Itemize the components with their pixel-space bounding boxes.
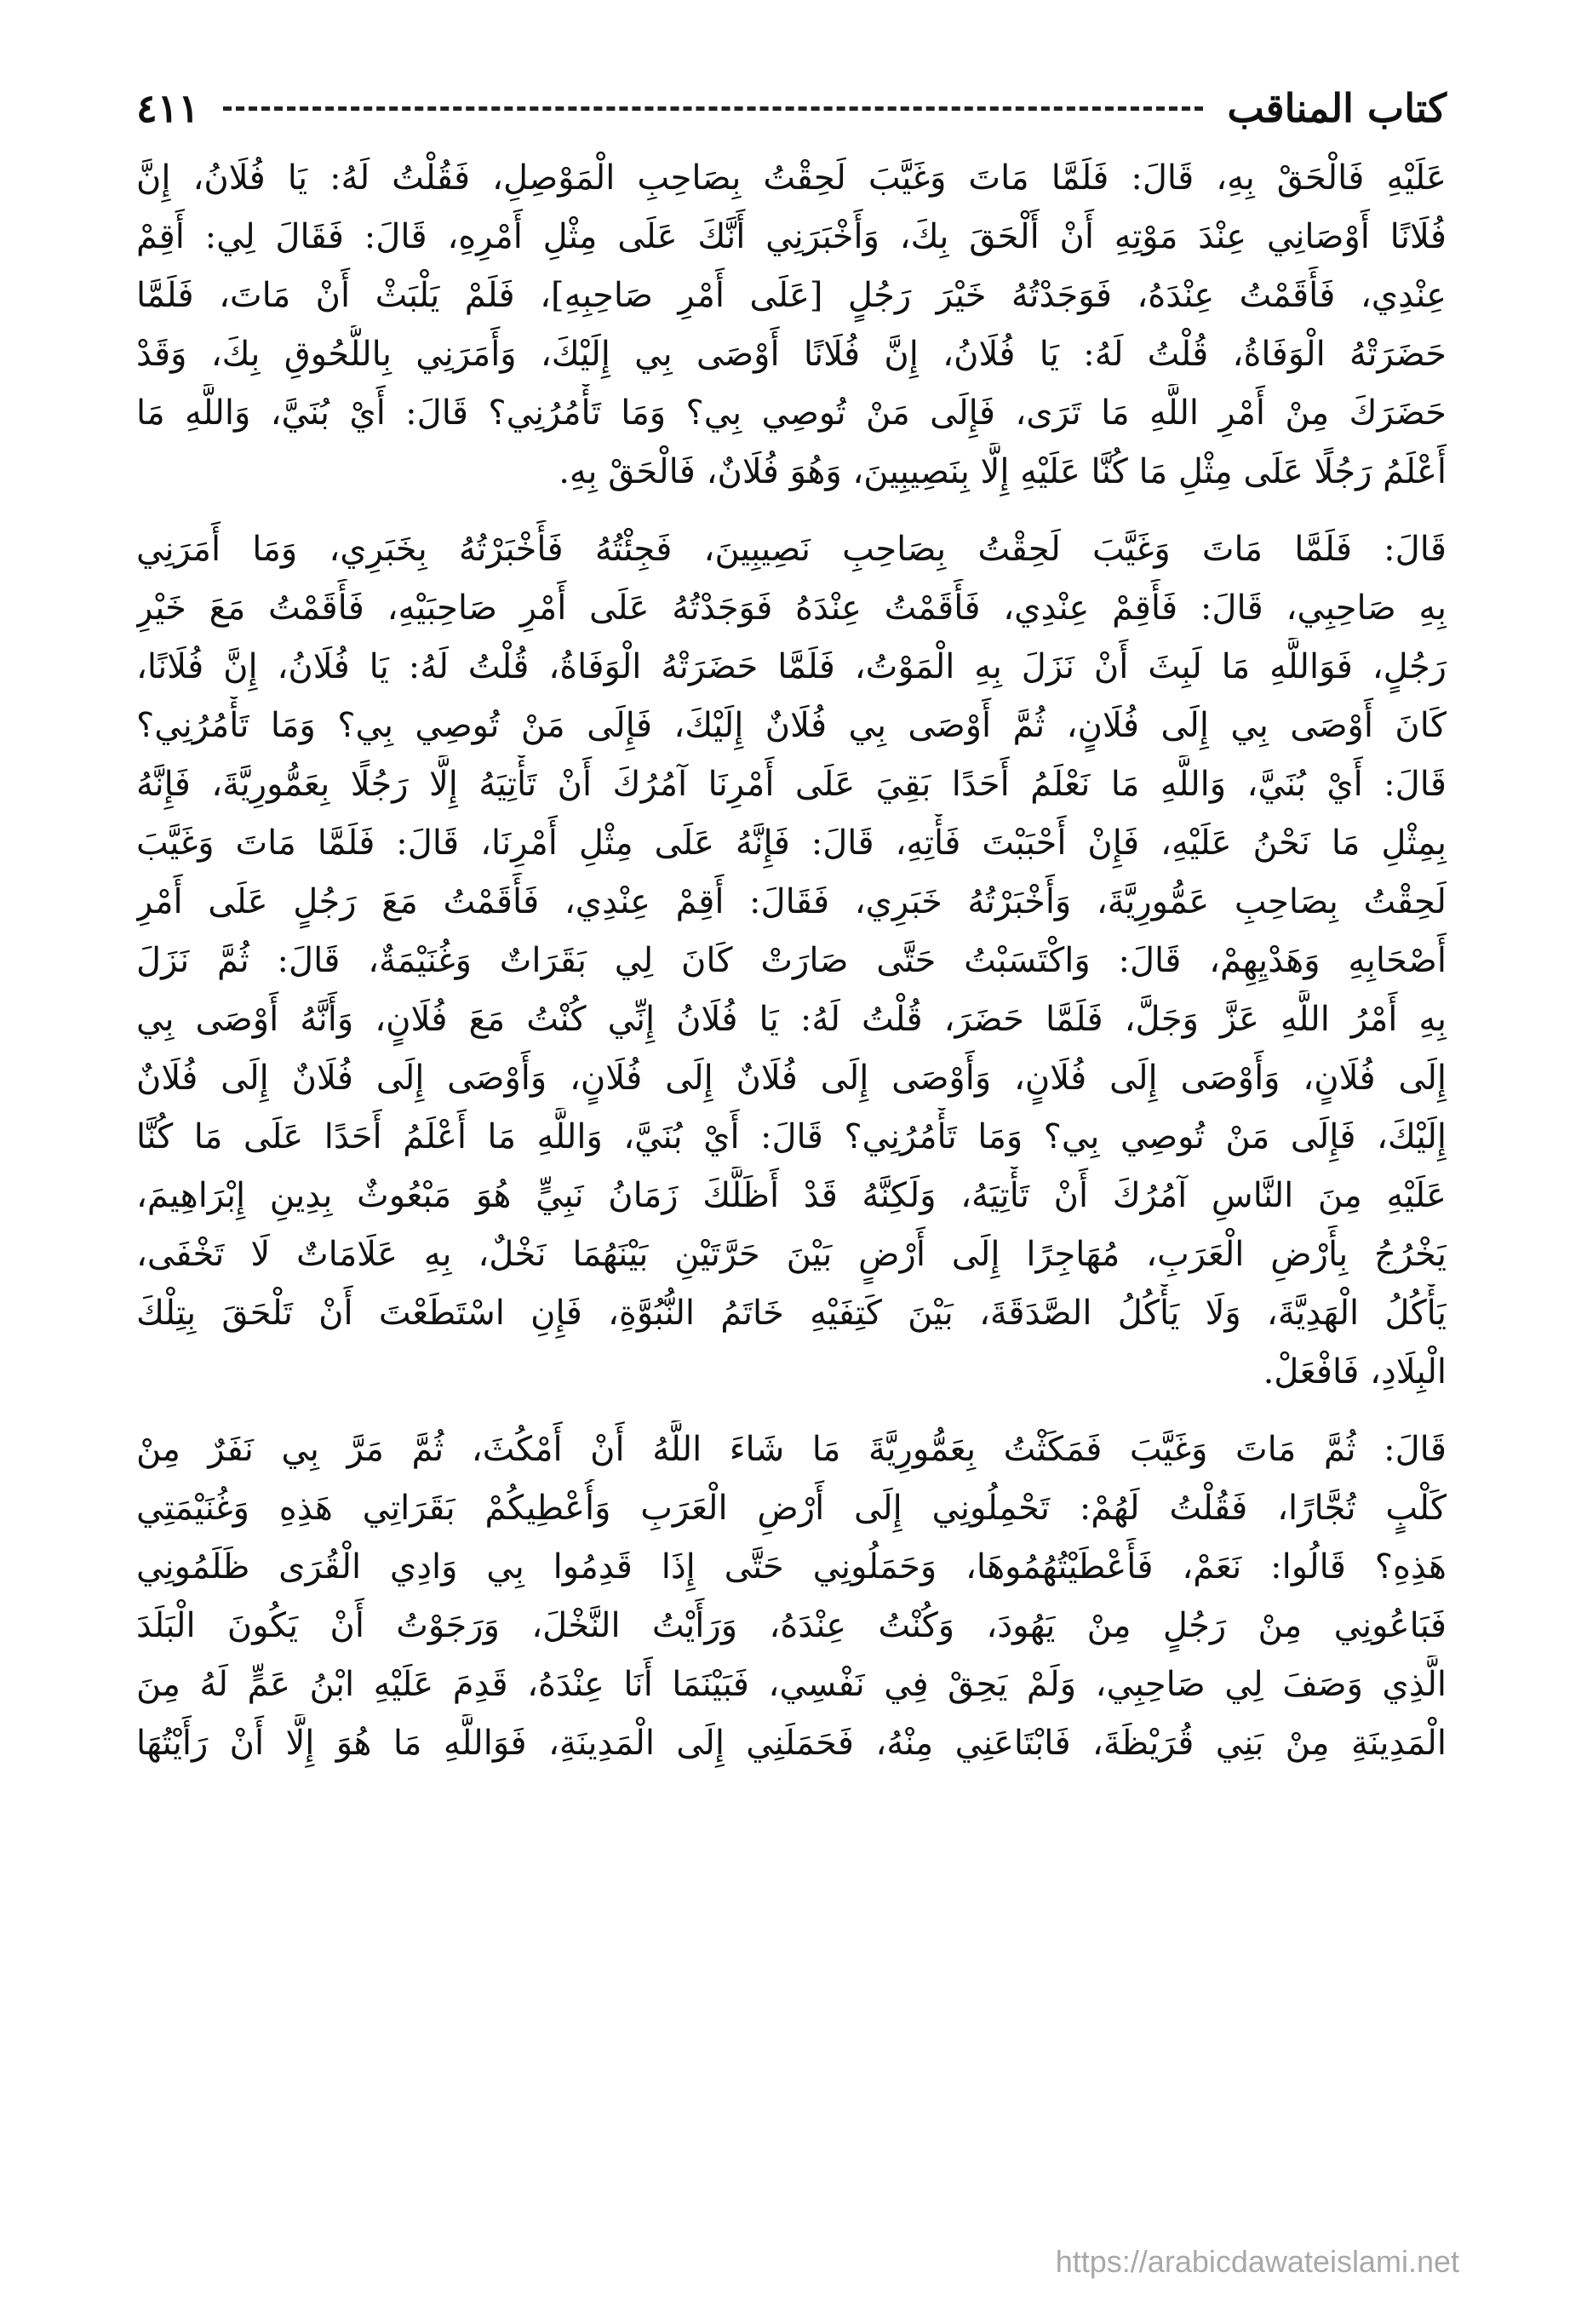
text-line: أَصْحَابِهِ وَهَدْيِهِمْ، قَالَ: وَاكْتَسَبْتُ حَتَّى صَارَتْ كَانَ لِي بَقَرَاتٌ وَغُنَيْمَةٌ، قَالَ: ثُمَّ نَزَلَ — [136, 941, 1447, 980]
text-line: أَعْلَمُ رَجُلًا عَلَى مِثْلِ مَا كُنَّا عَلَيْهِ إِلَّا بِنَصِيبِينَ، وَهُوَ فُلَانٌ، فَالْحَقْ بِهِ. — [559, 452, 1447, 491]
text-line: عَلَيْهِ فَالْحَقْ بِهِ، قَالَ: فَلَمَّا مَاتَ وَغَيَّبَ لَحِقْتُ بِصَاحِبِ الْمَوْصِلِ، فَقُلْتُ لَهُ: يَا فُلَانُ، إِنَّ — [136, 158, 1447, 198]
text-line: هَذِهِ؟ قَالُوا: نَعَمْ، فَأَعْطَيْتُهُمُوهَا، وَحَمَلُونِي حَتَّى إِذَا قَدِمُوا بِي وَادِي الْقُرَى ظَلَمُونِي — [136, 1547, 1447, 1587]
text-line: الْبِلَادِ، فَافْعَلْ. — [1263, 1352, 1447, 1392]
text-line: عِنْدِي، فَأَقَمْتُ عِنْدَهُ، فَوَجَدْتُهُ خَيْرَ رَجُلٍ [عَلَى أَمْرِ صَاحِبِهِ]، فَلَمْ يَلْبَثْ أَنْ مَاتَ، فَلَمَّا — [136, 276, 1447, 315]
text-line: إِلَى فُلَانٍ، وَأَوْصَى إِلَى فُلَانٍ، وَأَوْصَى إِلَى فُلَانٌ إِلَى فُلَانٍ، وَأَوْصَى إِلَى فُلَانٌ إِلَى فُلَانٌ — [136, 1059, 1447, 1098]
text-line: حَضَرَتْهُ الْوَفَاةُ، قُلْتُ لَهُ: يَا فُلَانُ، إِنَّ فُلَانًا أَوْصَى بِي إِلَيْكَ، وَأَمَرَنِي بِاللُّحُوقِ بِكَ، وَقَدْ — [136, 335, 1447, 374]
text-line: قَالَ: ثُمَّ مَاتَ وَغَيَّبَ فَمَكَثْتُ بِعَمُّورِيَّةَ مَا شَاءَ اللَّهُ أَنْ أَمْكُثَ، ثُمَّ مَرَّ بِي نَفَرٌ مِنْ — [136, 1430, 1447, 1469]
text-line: بِهِ أَمْرُ اللَّهِ عَزَّ وَجَلَّ، فَلَمَّا حَضَرَ، قُلْتُ لَهُ: يَا فُلَانُ إِنِّي كُنْتُ مَعَ فُلَانٍ، وَأَنَّهُ أَوْصَى بِي — [136, 1000, 1447, 1039]
text-line: فُلَانًا أَوْصَانِي عِنْدَ مَوْتِهِ أَنْ أَلْحَقَ بِكَ، وَأَخْبَرَنِي أَنَّكَ عَلَى مِثْلِ أَمْرِهِ، قَالَ: فَقَالَ لِي: أَقِمْ — [136, 217, 1447, 256]
text-line: قَالَ: فَلَمَّا مَاتَ وَغَيَّبَ لَحِقْتُ بِصَاحِبِ نَصِيبِينَ، فَجِئْتُهُ فَأَخْبَرْتُهُ بِخَبَرِي، وَمَا أَمَرَنِي — [136, 530, 1447, 569]
page-body — [136, 149, 1447, 1773]
text-line: يَأْكُلُ الْهَدِيَّةَ، وَلَا يَأْكُلُ الصَّدَقَةَ، بَيْنَ كَتِفَيْهِ خَاتَمُ النُّبُوَّةِ، فَإِنِ اسْتَطَعْتَ أَنْ تَلْحَقَ بِتِلْكَ — [136, 1294, 1447, 1333]
text-line: عَلَيْهِ مِنَ النَّاسِ آمُرُكَ أَنْ تَأْتِيَهُ، وَلَكِنَّهُ قَدْ أَظَلَّكَ زَمَانُ نَبِيٍّ هُوَ مَبْعُوثٌ بِدِينِ إِبْرَاهِيمَ، — [136, 1176, 1447, 1215]
text-line: كَلْبٍ تُجَّارًا، فَقُلْتُ لَهُمْ: تَحْمِلُونِي إِلَى أَرْضِ الْعَرَبِ وَأُعْطِيكُمْ بَقَرَاتِي هَذِهِ وَغُنَيْمَتِي — [136, 1489, 1447, 1528]
text-line: بِمِثْلِ مَا نَحْنُ عَلَيْهِ، فَإِنْ أَحْبَبْتَ فَأْتِهِ، قَالَ: فَإِنَّهُ عَلَى مِثْلِ أَمْرِنَا، قَالَ: فَلَمَّا مَاتَ وَغَيَّبَ — [136, 823, 1447, 863]
text-line: لَحِقْتُ بِصَاحِبِ عَمُّورِيَّةَ، وَأَخْبَرْتُهُ خَبَرِي، فَقَالَ: أَقِمْ عِنْدِي، فَأَقَمْتُ مَعَ رَجُلٍ عَلَى أَمْرِ — [136, 882, 1447, 921]
text-line: الَّذِي وَصَفَ لِي صَاحِبِي، وَلَمْ يَحِقْ فِي نَفْسِي، فَبَيْنَمَا أَنَا عِنْدَهُ، قَدِمَ عَلَيْهِ ابْنُ عَمٍّ لَهُ مِنَ — [136, 1665, 1447, 1704]
paragraph-3 — [136, 1420, 1447, 1773]
text-line: فَبَاعُونِي مِنْ رَجُلٍ مِنْ يَهُودَ، وَكُنْتُ عِنْدَهُ، وَرَأَيْتُ النَّخْلَ، وَرَجَوْتُ أَنْ يَكُونَ الْبَلَدَ — [136, 1606, 1447, 1645]
text-line: رَجُلٍ، فَوَاللَّهِ مَا لَبِثَ أَنْ نَزَلَ بِهِ الْمَوْتُ، فَلَمَّا حَضَرَتْهُ الْوَفَاةُ، قُلْتُ لَهُ: يَا فُلَانُ، إِنَّ فُلَانًا، — [136, 647, 1447, 686]
text-line: إِلَيْكَ، فَإِلَى مَنْ تُوصِي بِي؟ وَمَا تَأْمُرُنِي؟ قَالَ: أَيْ بُنَيَّ، وَاللَّهِ مَا أَعْلَمُ أَحَدًا عَلَى مَا كُنَّا — [136, 1117, 1447, 1156]
paragraph-1 — [136, 149, 1447, 502]
page-number: ٤١١ — [136, 85, 200, 131]
watermark-url: https://arabicdawateislami.net — [1055, 2244, 1459, 2279]
text-line: كَانَ أَوْصَى بِي إِلَى فُلَانٍ، ثُمَّ أَوْصَى بِي فُلَانٌ إِلَيْكَ، فَإِلَى مَنْ تُوصِي بِي؟ وَمَا تَأْمُرُنِي؟ — [136, 706, 1447, 745]
header-divider — [223, 106, 1203, 111]
text-line: يَخْرُجُ بِأَرْضِ الْعَرَبِ، مُهَاجِرًا إِلَى أَرْضٍ بَيْنَ حَرَّتَيْنِ بَيْنَهُمَا نَخْلٌ، بِهِ عَلَامَاتٌ لَا تَخْفَى، — [136, 1235, 1447, 1274]
text-line: الْمَدِينَةِ مِنْ بَنِي قُرَيْظَةَ، فَابْتَاعَنِي مِنْهُ، فَحَمَلَنِي إِلَى الْمَدِينَةِ، فَوَاللَّهِ مَا هُوَ إِلَّا أَنْ رَأَيْتُهَا — [136, 1724, 1447, 1763]
paragraph-2 — [136, 520, 1447, 1402]
running-title: كتاب المناقب — [1227, 85, 1447, 131]
text-line: بِهِ صَاحِبِي، قَالَ: فَأَقِمْ عِنْدِي، فَأَقَمْتُ عِنْدَهُ فَوَجَدْتُهُ عَلَى أَمْرِ صَاحِبَيْهِ، فَأَقَمْتُ مَعَ خَيْرِ — [136, 588, 1447, 628]
text-line: حَضَرَكَ مِنْ أَمْرِ اللَّهِ مَا تَرَى، فَإِلَى مَنْ تُوصِي بِي؟ وَمَا تَأْمُرُنِي؟ قَالَ: أَيْ بُنَيَّ، وَاللَّهِ مَا — [136, 393, 1447, 433]
page-header — [136, 78, 1447, 138]
text-line: قَالَ: أَيْ بُنَيَّ، وَاللَّهِ مَا نَعْلَمُ أَحَدًا بَقِيَ عَلَى أَمْرِنَا آمُرُكَ أَنْ تَأْتِيَهُ إِلَّا رَجُلًا بِعَمُّورِيَّةَ، فَإِنَّهُ — [136, 765, 1447, 804]
